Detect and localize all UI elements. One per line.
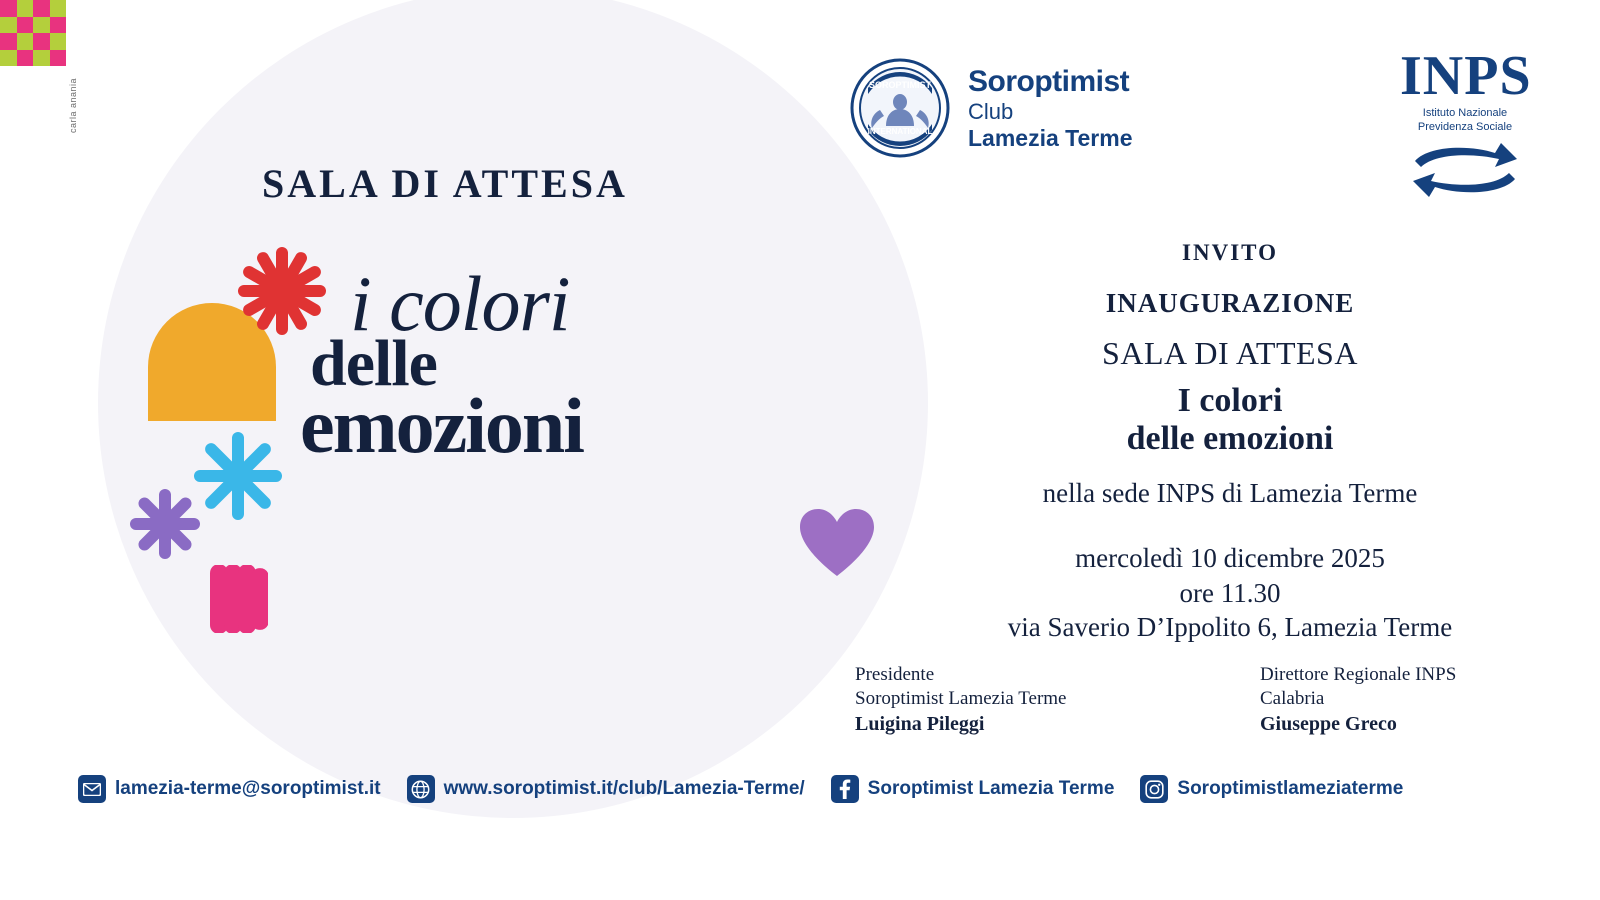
invite-title-line2: delle emozioni [1126,420,1334,458]
soroptimist-badge-icon [850,58,950,158]
contact-instagram[interactable] [1140,775,1403,803]
invite-title-line1: I colori [1177,382,1283,419]
purple-flower-icon [128,487,202,561]
signature-director-role1: Direttore Regionale INPS [1260,664,1457,685]
footer-contacts [78,775,1419,803]
inps-logo [1400,45,1532,202]
signature-president-role1: Presidente [855,664,935,685]
inps-swirl-icon [1409,141,1521,197]
invite-date: mercoledì 10 dicembre 2025 [1075,543,1385,574]
left-title-line3: emozioni [300,382,583,470]
soroptimist-line3: Lamezia Terme [968,125,1133,152]
invite-venue: nella sede INPS di Lamezia Terme [1042,478,1418,509]
contact-facebook[interactable] [831,775,1115,803]
signature-director [1260,663,1456,737]
left-title-block [300,260,770,470]
left-title-line1: i colori [350,260,570,347]
contact-email[interactable] [78,775,381,803]
signature-president-name: Luigina Pileggi [855,712,985,735]
soroptimist-line1: Soroptimist [968,64,1130,98]
contact-instagram-label: Soroptimistlameziaterme [1177,778,1404,799]
invite-address: via Saverio D’Ippolito 6, Lamezia Terme [1007,612,1453,643]
artist-credit: carla anania [68,78,78,134]
contact-website-label: www.soroptimist.it/club/Lamezia-Terme/ [443,778,805,799]
invite-label: INVITO [1182,240,1278,265]
signature-director-role2: Calabria [1260,688,1325,710]
left-title-line2: delle [310,326,437,400]
magenta-wave-icon [208,565,270,633]
contact-facebook-label: Soroptimist Lamezia Terme [867,778,1115,799]
signature-director-name: Giuseppe Greco [1260,712,1397,735]
contact-website[interactable] [407,775,805,803]
red-flower-icon [238,245,326,337]
inps-sub-line1: Istituto Nazionale [1422,107,1508,119]
svg-text:SOROPTIMIST: SOROPTIMIST [868,80,932,90]
soroptimist-wordmark [968,64,1132,152]
invite-inauguration: INAUGURAZIONE [1105,288,1355,318]
invite-time: ore 11.30 [1179,577,1281,608]
globe-icon [407,775,435,803]
inps-sub-line2: Previdenza Sociale [1417,120,1513,133]
signature-president-role2: Soroptimist Lamezia Terme [855,688,1067,710]
soroptimist-line2: Club [968,99,1014,125]
instagram-icon [1140,775,1168,803]
checker-pattern [0,0,66,66]
soroptimist-logo [850,58,1132,158]
invite-room: SALA DI ATTESA [1102,335,1358,371]
invite-column [930,240,1530,645]
left-kicker: SALA DI ATTESA [262,161,628,206]
heart-icon [798,508,876,578]
contact-email-label: lamezia-terme@soroptimist.it [115,778,381,799]
inps-wordmark: INPS [1400,45,1532,107]
svg-text:INTERNATIONAL: INTERNATIONAL [867,127,933,136]
facebook-icon [831,775,859,803]
cyan-star-icon [192,430,284,522]
signature-president [855,663,1067,737]
envelope-icon [78,775,106,803]
